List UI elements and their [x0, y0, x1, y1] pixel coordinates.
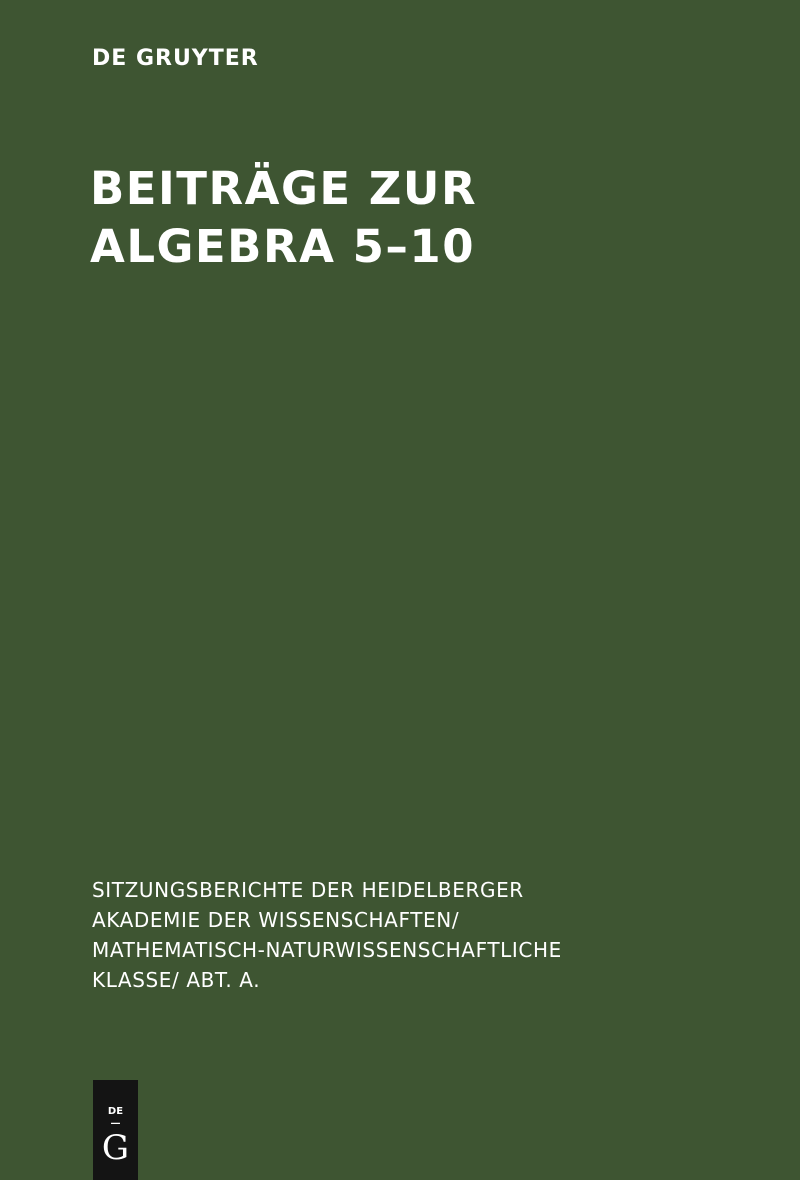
series-title-line-1: SITZUNGSBERICHTE DER HEIDELBERGER	[92, 878, 524, 902]
logo-g-letter: G	[101, 1128, 130, 1168]
series-title	[92, 875, 792, 995]
publisher-name: DE GRUYTER	[92, 46, 259, 71]
logo-de-mark	[93, 1106, 138, 1130]
logo-rule: —	[110, 1118, 121, 1129]
series-title-line-2: AKADEMIE DER WISSENSCHAFTEN/	[92, 908, 460, 932]
logo-de-text: DE	[107, 1106, 124, 1117]
publisher-logo	[93, 1080, 138, 1180]
book-title	[90, 160, 770, 276]
book-title-line-1: BEITRÄGE ZUR	[90, 162, 478, 215]
book-title-line-2: ALGEBRA 5–10	[90, 220, 476, 273]
series-title-line-3: MATHEMATISCH-NATURWISSENSCHAFTLICHE	[92, 938, 562, 962]
series-title-line-4: KLASSE/ ABT. A.	[92, 968, 261, 992]
